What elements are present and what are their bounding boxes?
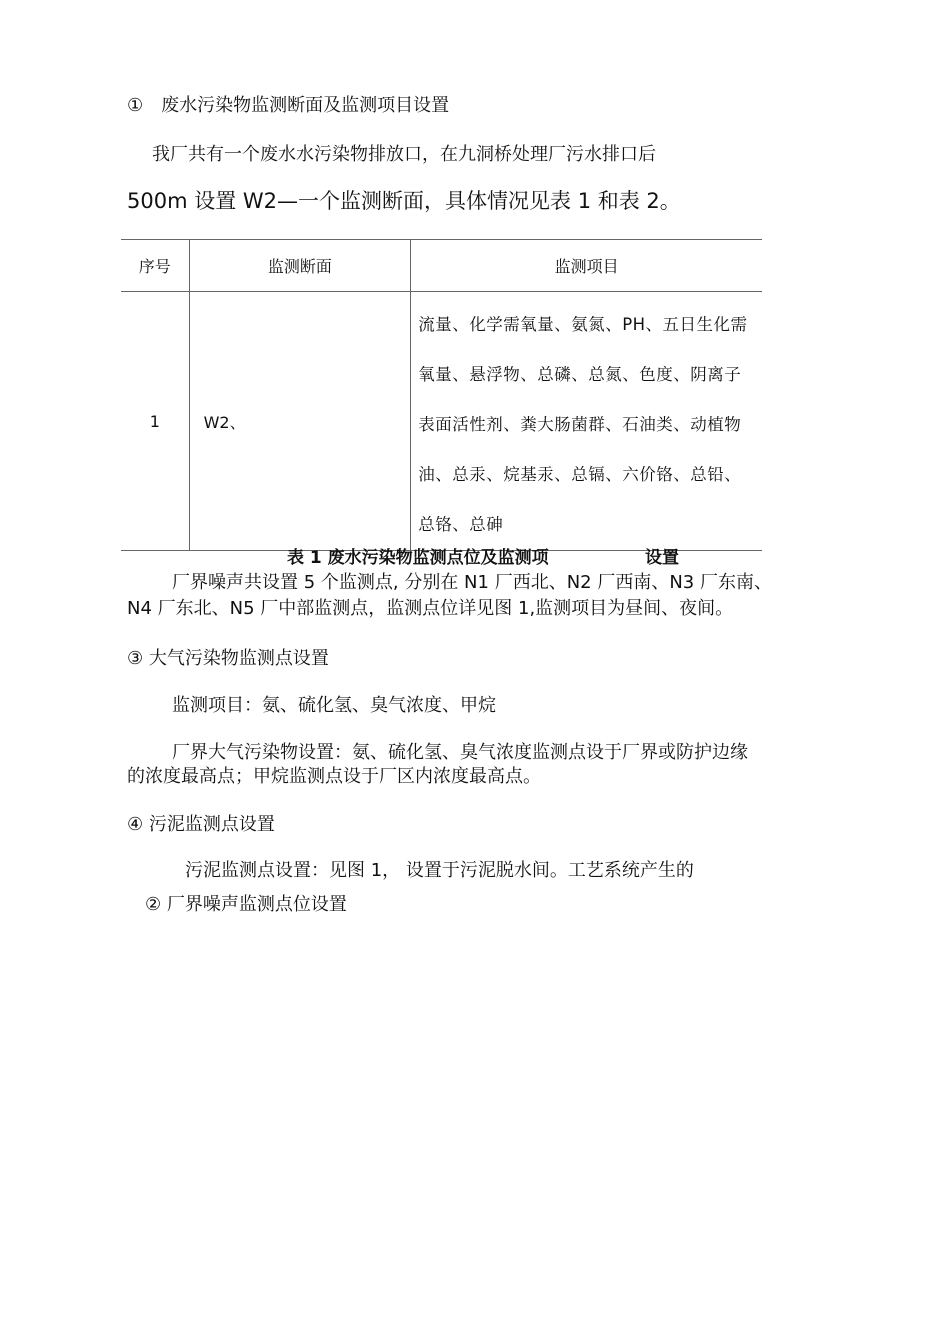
heading-air: ③ 大气污染物监测点设置 xyxy=(127,648,329,669)
table-header-row xyxy=(121,240,762,292)
cell-section: W2、 xyxy=(189,292,411,551)
heading-wastewater: ① 废水污染物监测断面及监测项目设置 xyxy=(127,95,450,116)
header-index: 序号 xyxy=(121,240,189,292)
monitoring-table xyxy=(121,239,762,551)
heading-sludge: ④ 污泥监测点设置 xyxy=(127,814,275,835)
header-items: 监测项目 xyxy=(411,240,762,292)
table-caption-part2: 设置 xyxy=(645,548,679,568)
noise-paragraph-line1: 厂界噪声共设置 5 个监测点, 分别在 N1 厂西北、N2 厂西南、N3 厂东南、 xyxy=(172,572,772,593)
noise-paragraph-line2: N4 厂东北、N5 厂中部监测点，监测点位详见图 1,监测项目为昼间、夜间。 xyxy=(127,598,734,619)
heading-noise: ② 厂界噪声监测点位设置 xyxy=(145,894,347,915)
sludge-paragraph: 污泥监测点设置：见图 1， 设置于污泥脱水间。工艺系统产生的 xyxy=(185,860,694,881)
air-paragraph-line1: 厂界大气污染物设置：氨、硫化氢、臭气浓度监测点设于厂界或防护边缘 xyxy=(172,742,748,763)
air-monitoring-items: 监测项目：氨、硫化氢、臭气浓度、甲烷 xyxy=(172,695,496,716)
table-row xyxy=(121,292,762,551)
paragraph-outlet-line1: 我厂共有一个废水水污染物排放口，在九洞桥处理厂污水排口后 xyxy=(152,144,656,165)
table-caption-part1: 表 1 废水污染物监测点位及监测项 xyxy=(287,548,549,568)
cell-items xyxy=(411,292,762,551)
cell-items-text: 流量、化学需氧量、氨氮、PH、五日生化需氧量、悬浮物、总磷、总氮、色度、阴离子表面活性剂、粪大肠菌群、石油类、动植物油、总汞、烷基汞、总镉、六价铬、总铅、总铬、总砷 xyxy=(418,315,748,534)
cell-index: 1 xyxy=(121,292,189,551)
paragraph-outlet-line2: 500m 设置 W2—一个监测断面，具体情况见表 1 和表 2。 xyxy=(127,189,681,213)
air-paragraph-line2: 的浓度最高点；甲烷监测点设于厂区内浓度最高点。 xyxy=(127,766,541,787)
header-section: 监测断面 xyxy=(189,240,411,292)
